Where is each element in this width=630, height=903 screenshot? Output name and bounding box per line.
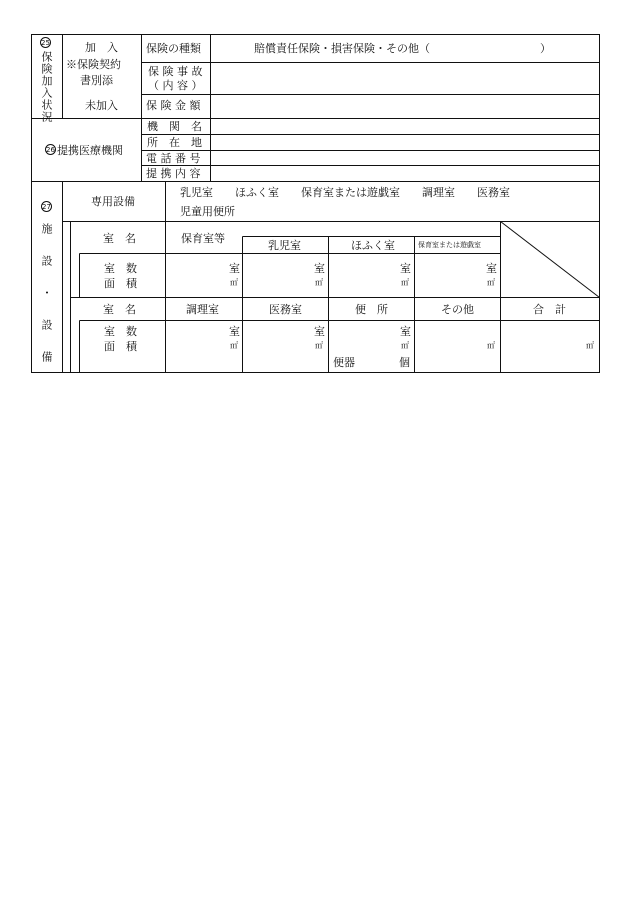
toilet-unit-room: 室 bbox=[400, 325, 411, 338]
infant-unit-area: ㎡ bbox=[315, 278, 323, 287]
toilet-fixture-label: 便器 bbox=[333, 356, 355, 369]
total-unit-area: ㎡ bbox=[586, 341, 594, 350]
medical-row-name: 機 関 名 bbox=[147, 120, 202, 133]
insurance-type-label: 保険の種類 bbox=[146, 42, 201, 55]
section-26-number: 26 bbox=[46, 146, 55, 154]
nursery-group-label: 保育室等 bbox=[181, 232, 225, 245]
infant-unit-room: 室 bbox=[314, 262, 325, 275]
kitchen-unit-area: ㎡ bbox=[230, 341, 238, 350]
section-25-number: 25 bbox=[41, 39, 50, 47]
second-room-name-label: 室 名 bbox=[103, 303, 136, 316]
playroom-unit-room: 室 bbox=[486, 262, 497, 275]
section-27-number: 27 bbox=[42, 203, 51, 211]
insurance-contract-note-1: ※保険契約 bbox=[66, 58, 121, 71]
nursery-unit-room: 室 bbox=[229, 262, 240, 275]
medical-row-address: 所 在 地 bbox=[147, 136, 202, 149]
other-unit-area: ㎡ bbox=[487, 341, 495, 350]
facility-dedicated-label: 専用設備 bbox=[91, 195, 135, 208]
medical-unit-area: ㎡ bbox=[315, 341, 323, 350]
second-count-label: 室 数 bbox=[104, 325, 137, 338]
insurance-accident-label-1: 保 険 事 故 bbox=[148, 65, 203, 78]
facility-dedicated-items-1: 乳児室 ほふく室 保育室または遊戯室 調理室 医務室 bbox=[180, 186, 510, 199]
nursery-unit-area: ㎡ bbox=[230, 278, 238, 287]
nursery-col-playroom: 保育室または遊戯室 bbox=[418, 241, 481, 249]
insurance-contract-note-2: 書別添 bbox=[80, 74, 113, 87]
nursery-count-label: 室 数 bbox=[104, 262, 137, 275]
crawl-unit-area: ㎡ bbox=[401, 278, 409, 287]
medical-unit-room: 室 bbox=[314, 325, 325, 338]
crawl-unit-room: 室 bbox=[400, 262, 411, 275]
medical-row-phone: 電 話 番 号 bbox=[146, 152, 201, 165]
nursery-col-infant: 乳児室 bbox=[268, 239, 301, 252]
playroom-unit-area: ㎡ bbox=[487, 278, 495, 287]
medical-row-content: 提 携 内 容 bbox=[146, 167, 201, 180]
insurance-type-value: 賠償責任保険・損害保険・その他（ ） bbox=[254, 42, 551, 55]
second-col-total: 合 計 bbox=[533, 303, 566, 316]
second-area-label: 面 積 bbox=[104, 340, 137, 353]
second-col-other: その他 bbox=[441, 303, 474, 316]
kitchen-unit-room: 室 bbox=[229, 325, 240, 338]
nursery-room-name-label: 室 名 bbox=[103, 232, 136, 245]
insurance-section-title: 保険加入状況 bbox=[40, 51, 53, 123]
insurance-joined-label: 加 入 bbox=[85, 41, 118, 54]
facility-dedicated-items-2: 児童用便所 bbox=[180, 205, 235, 218]
insurance-not-joined-label: 未加入 bbox=[85, 99, 118, 112]
nursery-col-crawl: ほふく室 bbox=[351, 239, 395, 252]
medical-section-title: 提携医療機関 bbox=[57, 144, 123, 157]
toilet-fixture-unit: 個 bbox=[399, 356, 410, 369]
insurance-amount-label: 保 険 金 額 bbox=[146, 99, 201, 112]
second-col-medical: 医務室 bbox=[269, 303, 302, 316]
second-col-kitchen: 調理室 bbox=[186, 303, 219, 316]
insurance-accident-label-2: （ 内 容 ） bbox=[148, 79, 203, 92]
second-col-toilet: 便 所 bbox=[355, 303, 388, 316]
toilet-unit-area: ㎡ bbox=[401, 341, 409, 350]
facility-section-title: 施設・設備 bbox=[40, 223, 53, 383]
nursery-area-label: 面 積 bbox=[104, 277, 137, 290]
